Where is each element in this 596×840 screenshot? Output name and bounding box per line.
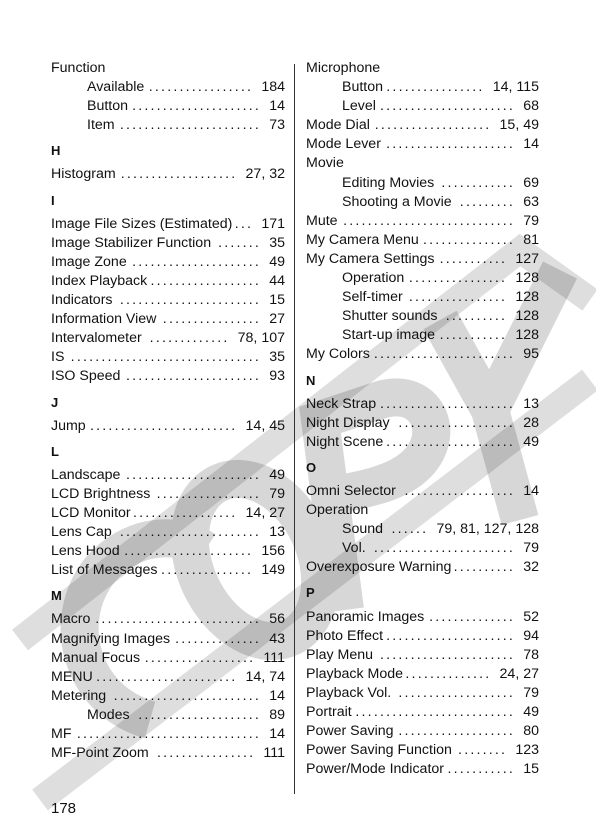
dot-leader: ..........................: [355, 704, 522, 720]
index-page-ref: 79, 81, 127, 128: [436, 521, 539, 538]
index-term: Indicators: [51, 292, 113, 309]
index-term: Histogram: [51, 166, 116, 183]
index-page-ref: 35: [269, 234, 285, 251]
page-number: 178: [51, 800, 77, 817]
index-subentry: [51, 97, 285, 116]
dot-leader: .......................: [373, 540, 522, 557]
dot-leader: .......................: [96, 668, 244, 685]
index-letter-heading: M: [51, 588, 62, 604]
index-term: Magnifying Images: [51, 630, 171, 647]
index-term: Power Saving Function: [306, 742, 452, 759]
index-page-ref: 89: [269, 706, 285, 723]
index-term: Editing Movies: [342, 174, 435, 191]
dot-leader: ..............: [405, 665, 498, 682]
index-page-ref: 14: [269, 98, 285, 115]
index-term: Night Scene: [306, 433, 384, 450]
index-subentry: [51, 706, 285, 725]
index-page-ref: 128: [515, 289, 539, 306]
index-entry: [51, 310, 285, 329]
dot-leader: ..............: [429, 608, 522, 625]
dot-leader: ...............: [422, 231, 522, 248]
index-entry: [306, 501, 539, 520]
index-page-ref: 49: [269, 466, 285, 483]
index-term: Start-up image: [342, 327, 436, 344]
dot-leader: ............................: [343, 212, 522, 229]
dot-leader: .......: [218, 234, 268, 251]
index-page-ref: 73: [269, 117, 285, 134]
index-page-ref: 123: [515, 742, 539, 759]
index-term: Modes: [87, 706, 130, 723]
index-term: MENU: [51, 668, 93, 685]
index-entry: [51, 253, 285, 272]
index-letter-heading: O: [306, 459, 317, 475]
dot-leader: .................: [132, 504, 244, 521]
dot-leader: ......................: [125, 368, 268, 385]
index-entry: [306, 741, 539, 760]
dot-leader: ......................: [379, 395, 522, 412]
index-term: Level: [342, 98, 376, 115]
index-page-ref: 128: [515, 308, 539, 325]
dot-leader: ................: [386, 79, 491, 96]
dot-leader: ................: [408, 289, 514, 306]
index-term: Play Menu: [306, 646, 374, 663]
dot-leader: ...........................: [95, 611, 268, 628]
index-entry: [51, 725, 285, 744]
index-column-right: [306, 59, 539, 779]
index-term: Mode Dial: [306, 117, 370, 134]
index-page-ref: 79: [269, 485, 285, 502]
dot-leader: .........: [459, 193, 522, 210]
dot-leader: ................: [408, 270, 514, 287]
dot-leader: ..........: [453, 559, 522, 576]
index-entry: [51, 744, 285, 763]
dot-leader: ......: [391, 521, 435, 538]
index-page-ref: 69: [523, 174, 539, 191]
index-entry: [306, 608, 539, 627]
index-entry: [306, 345, 539, 364]
index-term: Neck Strap: [306, 395, 377, 412]
index-term: Overexposure Warning: [306, 559, 452, 576]
index-entry: [51, 466, 285, 485]
index-entry: [51, 610, 285, 629]
index-entry: [51, 367, 285, 386]
index-term: LCD Monitor: [51, 504, 131, 521]
dot-leader: ......................: [379, 98, 522, 115]
index-subentry: [306, 326, 539, 345]
index-page-ref: 49: [269, 253, 285, 270]
index-entry: [306, 212, 539, 231]
index-entry: [306, 646, 539, 665]
index-term: Manual Focus: [51, 649, 141, 666]
index-term: Lens Cap: [51, 524, 112, 541]
index-term: Shutter sounds: [342, 308, 438, 325]
index-subentry: [306, 97, 539, 116]
index-page-ref: 15, 49: [499, 117, 539, 134]
dot-leader: ........................: [113, 687, 268, 704]
index-entry: [51, 687, 285, 706]
index-page-ref: 13: [523, 395, 539, 412]
index-page-ref: 44: [269, 272, 285, 289]
dot-leader: .......................: [373, 346, 522, 363]
index-term: Photo Effect: [306, 627, 384, 644]
index-letter-heading: H: [51, 143, 61, 159]
index-entry: [306, 433, 539, 452]
dot-leader: ..........: [445, 308, 514, 325]
index-entry: [306, 482, 539, 501]
index-page-ref: 184: [261, 79, 285, 96]
index-term: Item: [87, 117, 115, 134]
dot-leader: ...........: [439, 250, 514, 267]
index-subentry: [306, 269, 539, 288]
dot-leader: ......................: [125, 466, 268, 483]
index-letter-heading: P: [306, 585, 315, 601]
index-page-ref: 81: [523, 231, 539, 248]
index-term: Playback Vol.: [306, 684, 392, 701]
index-term: Vol.: [342, 540, 366, 557]
dot-leader: ........................: [90, 417, 244, 434]
index-letter-heading: I: [51, 192, 55, 208]
index-term: IS: [51, 349, 65, 366]
index-page-ref: 94: [523, 627, 539, 644]
index-term: My Colors: [306, 346, 370, 363]
index-term: Microphone: [306, 60, 381, 76]
index-page-ref: 14, 45: [245, 417, 285, 434]
dot-leader: .....................: [386, 627, 522, 644]
index-page-ref: 52: [523, 608, 539, 625]
index-page-ref: 15: [523, 761, 539, 778]
dot-leader: ........: [458, 742, 514, 759]
index-term: Power Saving: [306, 723, 394, 740]
index-page-ref: 14: [523, 136, 539, 153]
index-page-ref: 56: [269, 611, 285, 628]
index-entry: [306, 558, 539, 577]
index-entry: [306, 395, 539, 414]
index-page-ref: 14, 27: [245, 504, 285, 521]
index-entry: [306, 59, 539, 78]
index-entry: [51, 329, 285, 348]
dot-leader: .....................: [132, 98, 268, 115]
dot-leader: .................: [156, 485, 268, 502]
index-term: Mode Lever: [306, 136, 381, 153]
index-page-ref: 149: [261, 562, 285, 579]
dot-leader: ..................: [404, 482, 522, 499]
index-term: Portrait: [306, 704, 352, 720]
index-page-ref: 95: [523, 346, 539, 363]
index-page-ref: 111: [263, 649, 285, 666]
index-term: ISO Speed: [51, 368, 121, 385]
dot-leader: ...............: [161, 562, 260, 579]
index-term: Operation: [342, 270, 405, 287]
index-page-ref: 79: [523, 684, 539, 701]
index-term: Mute: [306, 212, 338, 229]
index-page-ref: 14: [269, 687, 285, 704]
index-term: MF: [51, 726, 72, 742]
index-page-ref: 27: [269, 311, 285, 328]
index-page-ref: 14, 115: [492, 79, 539, 96]
index-subentry: [51, 78, 285, 97]
index-page-ref: 43: [269, 630, 285, 647]
index-subentry: [306, 520, 539, 539]
index-entry: [51, 165, 285, 184]
index-term: MF-Point Zoom: [51, 745, 149, 762]
dot-leader: ..............: [175, 630, 268, 647]
index-page-ref: 49: [523, 433, 539, 450]
index-page-ref: 171: [261, 215, 285, 232]
index-letter-heading: J: [51, 394, 59, 410]
dot-leader: ......................: [379, 646, 522, 663]
dot-leader: ...............................: [70, 349, 268, 366]
dot-leader: ...................: [374, 117, 498, 134]
index-entry: [51, 59, 285, 78]
index-entry: [306, 627, 539, 646]
dot-leader: .....................: [386, 136, 522, 153]
index-entry: [306, 116, 539, 135]
index-entry: [51, 348, 285, 367]
index-term: Metering: [51, 687, 107, 704]
index-entry: [51, 291, 285, 310]
dot-leader: .....................: [132, 253, 268, 270]
index-entry: [306, 722, 539, 741]
dot-leader: ...........: [447, 761, 522, 778]
index-page-ref: 78, 107: [237, 330, 285, 347]
index-page-ref: 14: [523, 482, 539, 499]
index-term: Intervalometer: [51, 330, 142, 347]
index-entry: [306, 231, 539, 250]
index-term: Function: [51, 60, 106, 76]
index-page-ref: 127: [515, 250, 539, 267]
index-page-ref: 32: [523, 559, 539, 576]
column-divider: [294, 64, 295, 794]
dot-leader: .....................: [386, 433, 522, 450]
index-entry: [51, 649, 285, 668]
index-entry: [51, 668, 285, 687]
index-page-ref: 14, 74: [245, 668, 285, 685]
index-page-ref: 93: [269, 368, 285, 385]
index-term: Available: [87, 79, 145, 96]
index-page-ref: 79: [523, 540, 539, 557]
index-term: Night Display: [306, 414, 390, 431]
index-term: LCD Brightness: [51, 485, 151, 502]
index-page-ref: 24, 27: [499, 665, 539, 682]
dot-leader: ..............................: [76, 726, 268, 742]
index-entry: [51, 523, 285, 542]
index-entry: [51, 504, 285, 523]
index-page-ref: 78: [523, 646, 539, 663]
dot-leader: .......................: [119, 292, 268, 309]
index-subentry: [51, 116, 285, 135]
dot-leader: ...................: [398, 414, 522, 431]
index-term: Lens Hood: [51, 543, 120, 560]
index-term: Image File Sizes (Estimated): [51, 215, 233, 232]
dot-leader: ...................: [398, 723, 522, 740]
index-term: Button: [87, 98, 129, 115]
index-term: Omni Selector: [306, 482, 396, 499]
dot-leader: ................: [157, 745, 262, 762]
index-letter-heading: L: [51, 443, 59, 459]
dot-leader: ..................: [150, 272, 268, 289]
index-page-ref: 63: [523, 193, 539, 210]
index-subentry: [306, 288, 539, 307]
index-term: Panoramic Images: [306, 608, 425, 625]
index-term: Information View: [51, 311, 157, 328]
index-entry: [51, 234, 285, 253]
index-page-ref: 79: [523, 212, 539, 229]
dot-leader: .......................: [119, 117, 268, 134]
dot-leader: ................: [162, 311, 268, 328]
index-term: My Camera Settings: [306, 250, 435, 267]
index-entry: [306, 684, 539, 703]
index-page-ref: 49: [523, 704, 539, 720]
dot-leader: ...........: [439, 327, 514, 344]
index-page-ref: 111: [263, 745, 285, 762]
index-term: Macro: [51, 611, 91, 628]
index-page-ref: 14: [269, 726, 285, 742]
index-entry: [306, 703, 539, 722]
index-term: Movie: [306, 155, 344, 172]
index-page-ref: 27, 32: [245, 166, 285, 183]
index-page-ref: 156: [261, 543, 285, 560]
index-entry: [51, 561, 285, 580]
dot-leader: ..................: [144, 649, 262, 666]
index-entry: [306, 665, 539, 684]
index-subentry: [306, 174, 539, 193]
index-term: List of Messages: [51, 562, 158, 579]
index-entry: [51, 417, 285, 436]
dot-leader: ....................: [138, 706, 268, 723]
index-page-ref: 68: [523, 98, 539, 115]
index-subentry: [306, 193, 539, 212]
index-entry: [306, 250, 539, 269]
dot-leader: ...: [234, 215, 260, 232]
index-entry: [306, 414, 539, 433]
index-page-ref: 15: [269, 292, 285, 309]
index-entry: [306, 154, 539, 173]
index-term: Self-timer: [342, 289, 403, 306]
index-term: Button: [342, 79, 384, 96]
dot-leader: .......................: [119, 524, 268, 541]
index-entry: [306, 135, 539, 154]
index-page-ref: 13: [269, 524, 285, 541]
index-term: Index Playback: [51, 272, 148, 289]
index-term: Image Stabilizer Function: [51, 234, 212, 251]
index-entry: [51, 542, 285, 561]
dot-leader: ...................: [120, 166, 244, 183]
index-page-ref: 80: [523, 723, 539, 740]
index-entry: [51, 630, 285, 649]
dot-leader: .....................: [124, 543, 260, 560]
index-term: Landscape: [51, 466, 121, 483]
index-term: Shooting a Movie: [342, 193, 452, 210]
index-term: My Camera Menu: [306, 231, 419, 248]
index-term: Jump: [51, 417, 86, 434]
index-entry: [51, 485, 285, 504]
index-entry: [306, 760, 539, 779]
index-entry: [51, 272, 285, 291]
index-subentry: [306, 539, 539, 558]
index-entry: [51, 215, 285, 234]
dot-leader: ...................: [398, 684, 522, 701]
index-term: Playback Mode: [306, 665, 403, 682]
dot-leader: ............: [441, 174, 522, 191]
index-term: Operation: [306, 502, 369, 519]
index-term: Sound: [342, 521, 384, 538]
index-page-ref: 28: [523, 414, 539, 431]
index-page-ref: 35: [269, 349, 285, 366]
index-subentry: [306, 307, 539, 326]
index-term: Image Zone: [51, 253, 127, 270]
index-column-left: [51, 59, 285, 763]
index-page-ref: 128: [515, 270, 539, 287]
dot-leader: .................: [148, 79, 260, 96]
dot-leader: .............: [149, 330, 236, 347]
index-subentry: [306, 78, 539, 97]
index-page-ref: 128: [515, 327, 539, 344]
index-letter-heading: N: [306, 372, 316, 388]
index-term: Power/Mode Indicator: [306, 761, 445, 778]
